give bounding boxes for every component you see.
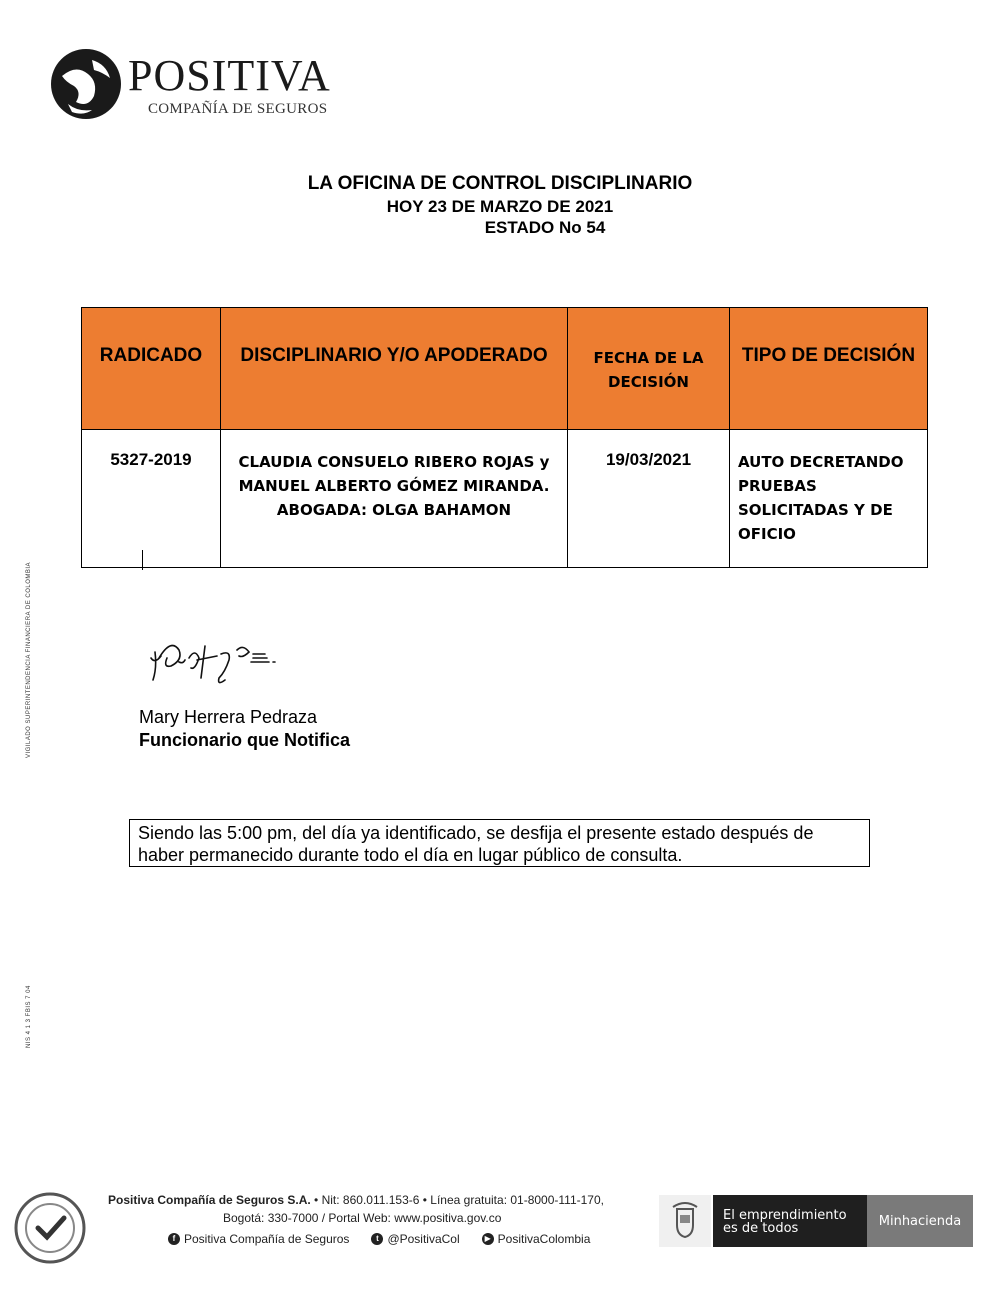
cell-fecha: 19/03/2021	[568, 430, 730, 568]
social-twitter[interactable]	[371, 1232, 459, 1246]
header-disciplinario: DISCIPLINARIO Y/O APODERADO	[221, 308, 568, 430]
footer-social	[168, 1232, 590, 1246]
twitter-icon: t	[371, 1233, 383, 1245]
date-title: HOY 23 DE MARZO DE 2021	[386, 197, 614, 216]
footer-company-line	[108, 1193, 604, 1207]
government-banner	[659, 1195, 973, 1247]
vigilado-text: VIGILADO SUPERINTENDENCIA FINANCIERA DE COLOMBIA	[26, 561, 32, 758]
social-youtube[interactable]	[482, 1232, 591, 1246]
gov-ministry: Minhacienda	[867, 1195, 973, 1247]
youtube-icon: ▶	[482, 1233, 494, 1245]
colombia-shield-icon	[659, 1195, 711, 1247]
text-cursor-mark	[142, 550, 143, 570]
gov-slogan	[713, 1195, 867, 1247]
footer-contact-line: Bogotá: 330-7000 / Portal Web: www.positiva.gov.co	[223, 1211, 502, 1225]
document-code: NIS 4 1 3 FBIS 7 04	[26, 985, 32, 1048]
gov-slogan-line1: El emprendimiento	[723, 1208, 847, 1223]
code-side-text	[24, 960, 38, 1050]
logo-subtitle: COMPAÑÍA DE SEGUROS	[148, 101, 328, 117]
office-title: LA OFICINA DE CONTROL DISCIPLINARIO	[307, 173, 693, 194]
social-label: @PositivaCol	[387, 1232, 460, 1246]
social-facebook[interactable]	[168, 1232, 349, 1246]
footer-details: • Nit: 860.011.153-6 • Línea gratuita: 01-8000-111-170,	[310, 1193, 604, 1207]
gov-slogan-line2: es de todos	[723, 1221, 799, 1236]
estado-table	[81, 307, 928, 568]
globe-logo-icon	[48, 46, 124, 122]
cell-radicado: 5327-2019	[82, 430, 221, 568]
footer-company: Positiva Compañía de Seguros S.A.	[108, 1193, 311, 1207]
logo-name: POSITIVA	[128, 51, 331, 100]
signature-image	[145, 628, 325, 698]
positiva-logo	[48, 44, 348, 124]
table-header-row	[82, 308, 928, 430]
table-row	[82, 430, 928, 568]
estado-title: ESTADO No 54	[484, 218, 606, 237]
header-fecha: FECHA DE LA DECISIÓN	[568, 308, 730, 430]
social-label: Positiva Compañía de Seguros	[184, 1232, 350, 1246]
header-tipo: TIPO DE DECISIÓN	[730, 308, 928, 430]
vigilado-side-text	[22, 561, 42, 760]
certification-seal-icon	[12, 1190, 88, 1266]
cell-disciplinario: CLAUDIA CONSUELO RIBERO ROJAS y MANUEL ALBERTO GÓMEZ MIRANDA. ABOGADA: OLGA BAHAMON	[221, 430, 568, 568]
facebook-icon: f	[168, 1233, 180, 1245]
signer-name: Mary Herrera Pedraza	[139, 707, 318, 727]
desfijacion-notice: Siendo las 5:00 pm, del día ya identificado, se desfija el presente estado después de haber permanecido durante todo el día en lugar público de consulta.	[129, 819, 870, 867]
signer-role: Funcionario que Notifica	[139, 730, 351, 750]
social-label: PositivaColombia	[497, 1232, 591, 1246]
header-radicado: RADICADO	[82, 308, 221, 430]
cell-tipo: AUTO DECRETANDO PRUEBAS SOLICITADAS Y DE OFICIO	[730, 430, 928, 568]
